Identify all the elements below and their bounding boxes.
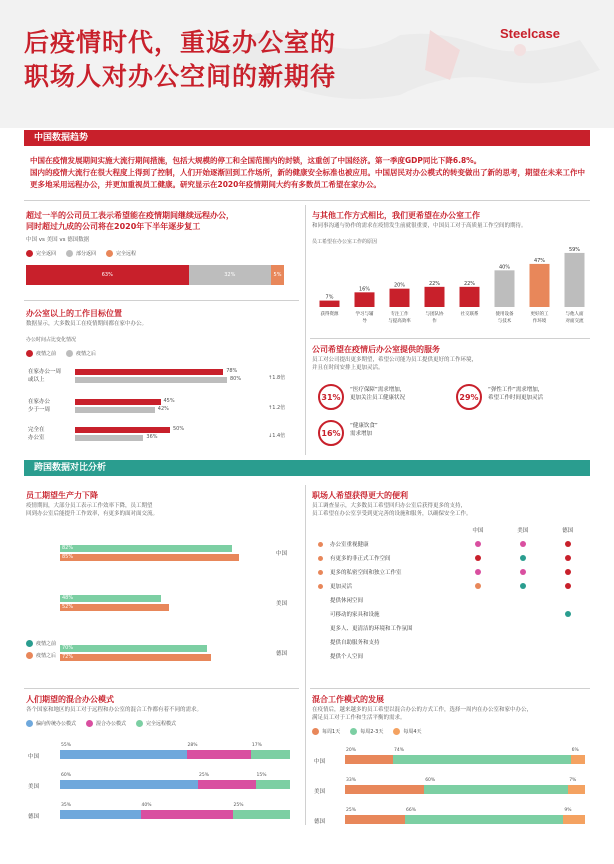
legend-item [86, 720, 126, 727]
bar-category-label: 使用设备 [495, 312, 514, 317]
stack-segment [198, 780, 256, 789]
legend-label: 每周4天 [403, 729, 422, 735]
section-title-compare: 跨国数据对比分析 [34, 463, 107, 473]
segment-value-label: 20% [346, 748, 357, 753]
group-label: 办公室 [28, 435, 45, 441]
bar-after [75, 435, 143, 441]
table-cell [456, 555, 501, 561]
bar-value-label: 42% [157, 406, 169, 412]
stack-segment [345, 815, 405, 824]
bar-category-label: 与团队协 [425, 312, 444, 317]
panel-h-sub2: 满足员工对于工作和生活平衡的需求。 [312, 715, 406, 721]
stat-circle: 16% [318, 420, 344, 446]
bar-value-label: 59% [568, 246, 581, 253]
legend-label: 疫情之后 [76, 351, 97, 357]
row-label: 可移动的家具和设施 [330, 612, 380, 618]
legend-item [350, 728, 383, 735]
table-row [320, 636, 590, 648]
title-line-2: 职场人对办公空间的新期待 [24, 62, 337, 91]
panel-g-legend [26, 720, 176, 727]
table-row [320, 650, 590, 662]
bar-after [60, 554, 239, 561]
row-label: 美国 [314, 789, 326, 795]
hero-banner [0, 0, 614, 128]
stat-text [350, 386, 405, 402]
panel-c-sub2: 办公时间占比变化情况 [26, 337, 77, 343]
legend-item [66, 350, 96, 357]
panel-b-sub: 和同事沟通与协作的需求在疫情发生前就很重要，中国员工对于高质量工作空间的期待。 [312, 223, 527, 229]
divider [24, 688, 299, 689]
bar-value-label: 45% [163, 398, 175, 404]
stack-segment [563, 815, 585, 824]
mark-dot [565, 569, 571, 575]
legend-item [26, 652, 56, 659]
stack-segment [405, 815, 563, 824]
table-cell [456, 541, 501, 547]
legend-item [26, 250, 56, 257]
group-label: 少于一周 [28, 407, 51, 413]
bar-before [60, 595, 161, 602]
bar-value-label: 80% [230, 376, 242, 382]
row-label: 德国 [28, 814, 40, 820]
bar-category-label: 与他人面 [565, 312, 584, 317]
bar-value-label: 82% [62, 545, 74, 551]
panel-f-header-row [320, 524, 590, 536]
mark-dot [565, 583, 571, 589]
row-label: 中国 [314, 759, 326, 765]
segment-value-label: 60% [61, 773, 72, 778]
stat-circle: 29% [456, 384, 482, 410]
table-cell [500, 569, 545, 575]
stat-text-line: 希望工作时间更加灵活 [488, 395, 544, 401]
bar-value-label: 72% [62, 654, 74, 660]
bar-after [60, 654, 211, 661]
stat-text [350, 422, 378, 438]
bar-category-label: 导 [362, 319, 367, 324]
page-title [24, 26, 336, 94]
row-label: 提供自助服务和支持 [330, 640, 380, 646]
legend-label: 完全远程 [116, 251, 137, 257]
stack-segment [60, 780, 198, 789]
legend-item [66, 250, 96, 257]
stat-text-line: 需求增加 [350, 431, 373, 437]
bar [530, 264, 550, 307]
bar [390, 289, 410, 307]
legend-item [106, 250, 136, 257]
row-label: 提供个人空间 [330, 654, 364, 660]
legend-label: 每周2-3天 [360, 729, 384, 735]
row-label: 更加灵活 [330, 584, 353, 590]
group-label: 在家办公一周 [28, 369, 62, 375]
row-bullet [318, 626, 323, 631]
stack-segment [60, 750, 187, 759]
row-label: 更多人、更清洁的环境和工作氛围 [330, 626, 413, 632]
panel-e-title: 员工期望生产力下降 [26, 491, 98, 500]
bar-category-label: 对面交流 [565, 319, 584, 324]
panel-a-title [26, 210, 296, 232]
bar-value-label: 85% [62, 554, 74, 560]
table-row [320, 566, 590, 578]
bar-after [60, 604, 169, 611]
legend-item [26, 720, 76, 727]
segment-value-label: 6% [571, 748, 579, 753]
stat-circle: 31% [318, 384, 344, 410]
bar [425, 287, 445, 307]
bar-category-label: 专注工作 [390, 312, 409, 317]
table-cell [545, 541, 590, 547]
row-label: 美国 [28, 784, 40, 790]
stack-segment [141, 810, 233, 819]
panel-f-sub1: 员工调查显示，大多数员工希望回归办公室后获得更多的支持， [312, 503, 467, 509]
segment-value-label: 9% [564, 808, 572, 813]
stack-segment [424, 785, 568, 794]
bar-value-label: 52% [62, 604, 74, 610]
panel-g-sub: 各个国家和地区的员工对于远程和办公室的混合工作都有着不同的需求。 [26, 707, 203, 713]
legend-item [136, 720, 176, 727]
panel-a-title-2: 同时超过九成的公司将在2020年下半年逐步复工 [26, 222, 201, 231]
segment-value-label: 40% [141, 803, 152, 808]
bar-value-label: 40% [498, 264, 511, 271]
legend-item [26, 350, 56, 357]
segment-value-label: 25% [346, 808, 357, 813]
mark-dot [565, 611, 571, 617]
bar-value-label: 47% [533, 257, 546, 264]
panel-c-title: 办公室以上的工作目标位置 [26, 309, 122, 318]
bar-before [75, 427, 170, 433]
table-cell [545, 555, 590, 561]
mark-dot [565, 541, 571, 547]
bar [565, 253, 585, 307]
stack-segment: 63% [26, 265, 189, 285]
stack-segment [393, 755, 571, 764]
row-bullet [318, 654, 323, 659]
bar-category-label: 获得资源 [320, 312, 339, 317]
segment-value-label: 55% [61, 743, 72, 748]
bar [355, 292, 375, 307]
stack-segment [568, 785, 585, 794]
bar-value-label: 16% [358, 286, 371, 293]
group-label: 完全在 [28, 427, 45, 433]
bar [460, 287, 480, 307]
legend-item [393, 728, 421, 735]
panel-e-sub1: 疫情期间，大部分员工表示工作效率下降，员工期望 [26, 503, 153, 509]
segment-value-label: 60% [425, 778, 436, 783]
stack-segment [187, 750, 251, 759]
legend-label: 疫情之前 [36, 641, 57, 647]
vertical-divider [305, 205, 306, 455]
bar [495, 270, 515, 307]
table-cell [545, 611, 590, 617]
panel-c-legend [26, 350, 96, 357]
vertical-divider [305, 485, 306, 825]
bar-value-label: 48% [62, 595, 74, 601]
legend-label: 偏向传统办公模式 [36, 721, 77, 727]
segment-value-label: 17% [251, 743, 262, 748]
stack-segment [60, 810, 141, 819]
panel-h-legend [312, 728, 422, 735]
legend-label: 疫情之后 [36, 653, 57, 659]
panel-e-legend [26, 640, 56, 659]
title-line-1: 后疫情时代，重返办公室的 [24, 28, 337, 57]
bar [320, 301, 340, 307]
legend-label: 每周1天 [322, 729, 341, 735]
mark-dot [475, 569, 481, 575]
ratio-note: ↑1.2倍 [268, 405, 286, 411]
panel-b-title: 与其他工作方式相比，我们更希望在办公室工作 [312, 211, 480, 220]
bar-value-label: 22% [428, 280, 441, 287]
segment-value-label: 66% [406, 808, 417, 813]
ratio-note: ↓1.4倍 [268, 433, 286, 439]
table-row [320, 552, 590, 564]
intro-line: 更多地采用远程办公，并更加重视员工健康。研究显示在2020年疫情期间大约有多数员工希望在家办公。 [30, 180, 381, 189]
segment-value-label: 35% [61, 803, 72, 808]
intro-line: 国内的疫情大流行在很大程度上得到了控制，人们开始逐渐回到工作场所，新的健康安全标准也被应用。中国居民对办公模式的转变做出了新的思考，期望在未来工作中 [30, 168, 585, 177]
table-row [320, 608, 590, 620]
column-header: 中国 [472, 528, 484, 534]
bar-value-label: 50% [173, 426, 185, 432]
row-bullet [318, 640, 323, 645]
panel-c-sub: 数据显示，大多数员工在疫情期间都在家中办公。 [26, 321, 148, 327]
mark-dot [475, 583, 481, 589]
table-row [320, 594, 590, 606]
row-label: 德国 [314, 819, 326, 825]
bar-category-label: 作 [432, 319, 437, 324]
legend-item [26, 640, 56, 647]
panel-f-title: 职场人希望获得更大的便利 [312, 491, 408, 500]
mark-dot [520, 555, 526, 561]
panel-b-axis-title: 员工希望在办公室工作的原因 [312, 239, 378, 245]
bar-category-label: 学习与辅 [355, 312, 374, 317]
section-bar-china [24, 130, 590, 146]
ratio-note: ↑1.8倍 [268, 375, 286, 381]
stat-text-line: “健康饮食” [350, 423, 378, 429]
bar-value-label: 22% [463, 280, 476, 287]
group-label: 在家办公 [28, 399, 51, 405]
segment-value-label: 25% [233, 803, 244, 808]
panel-d-sub: 员工对公司提出更多期望，希望公司能为员工提供更好的工作环境， [312, 357, 478, 363]
table-cell [500, 541, 545, 547]
bar-category-label: 社交联系 [460, 312, 479, 317]
row-bullet [318, 570, 323, 575]
stack-segment [345, 785, 424, 794]
bar-before [75, 399, 161, 405]
group-label: 或以上 [28, 377, 45, 383]
bar-before [75, 369, 223, 375]
bar-value-label: 7% [325, 294, 334, 301]
bar-before [60, 645, 207, 652]
segment-value-label: 15% [256, 773, 267, 778]
bar-value-label: 20% [393, 282, 406, 289]
legend-label: 完全返回 [36, 251, 57, 257]
segment-value-label: 28% [187, 743, 198, 748]
divider [310, 338, 590, 339]
table-cell [545, 569, 590, 575]
mark-dot [520, 541, 526, 547]
mark-dot [475, 555, 481, 561]
bar-category-label: 作环境 [532, 319, 547, 324]
legend-label: 完全远程模式 [146, 721, 177, 727]
segment-value-label: 7% [569, 778, 577, 783]
panel-d-title: 公司希望在疫情后办公室提供的服务 [312, 345, 440, 354]
row-bullet [318, 556, 323, 561]
stack-segment: 32% [189, 265, 272, 285]
intro-line: 中国在疫情发展期间实施大流行期间措施，包括大规模的停工和全国范围内的封锁，这重创了中国经济。第一季度GDP同比下降6.8%。 [30, 156, 482, 165]
table-cell [456, 569, 501, 575]
row-label: 德国 [276, 651, 288, 657]
segment-value-label: 33% [346, 778, 357, 783]
row-bullet [318, 612, 323, 617]
legend-label: 疫情之前 [36, 351, 57, 357]
panel-a-legend [26, 250, 136, 257]
bar-after [75, 407, 155, 413]
bar-value-label: 78% [226, 368, 238, 374]
brand-logo: Steelcase [500, 26, 560, 41]
column-header: 美国 [517, 528, 529, 534]
table-cell [500, 583, 545, 589]
row-label: 中国 [276, 551, 288, 557]
legend-item [312, 728, 340, 735]
column-header: 德国 [562, 528, 574, 534]
panel-h-sub1: 在疫情后，越来越多的员工希望以混合办公的方式工作，选择一周内在办公室和家中办公， [312, 707, 533, 713]
row-label: 更多的私密空间和独立工作室 [330, 570, 402, 576]
bar-category-label: 与提高效率 [388, 319, 411, 324]
row-bullet [318, 598, 323, 603]
panel-a-title-1: 超过一半的公司员工表示希望能在疫情期间继续远程办公， [26, 211, 234, 220]
row-bullet [318, 584, 323, 589]
bar-value-label: 36% [146, 434, 158, 440]
section-bar-compare [24, 460, 590, 476]
stat-text [488, 386, 543, 402]
panel-a-stacked-bar [26, 265, 284, 285]
row-label: 办公室重视健康 [330, 542, 369, 548]
stack-segment [233, 810, 291, 819]
table-row [320, 622, 590, 634]
segment-value-label: 74% [394, 748, 405, 753]
panel-f-sub2: 员工希望在办公室享受到更完善的设施和服务，以确保安全工作。 [312, 511, 472, 517]
panel-h-title: 混合工作模式的发展 [312, 695, 384, 704]
panel-a-sub: 中国 vs 美国 vs 德国数据 [26, 237, 90, 243]
table-cell [456, 583, 501, 589]
section-title-china: 中国数据趋势 [34, 133, 89, 143]
mark-dot [475, 541, 481, 547]
bar-category-label: 更好的工 [530, 312, 549, 317]
panel-e-sub2: 回到办公室后能提升工作效率，有更多的面对面交流。 [26, 511, 159, 517]
stat-text-line: “医疗保障”需求增加， [350, 387, 406, 393]
table-cell [500, 555, 545, 561]
stack-segment [345, 755, 393, 764]
bar-before [60, 545, 232, 552]
bar-after [75, 377, 227, 383]
panel-b-bar-chart [312, 245, 592, 330]
stat-text-line: 更加关注员工健康状况 [350, 395, 406, 401]
stack-segment [251, 750, 290, 759]
row-label: 提供休闲空间 [330, 598, 364, 604]
stack-segment [256, 780, 291, 789]
mark-dot [520, 583, 526, 589]
legend-label: 部分返回 [76, 251, 97, 257]
bar-category-label: 与技术 [497, 319, 512, 324]
stack-segment [571, 755, 585, 764]
divider [310, 688, 590, 689]
table-row [320, 538, 590, 550]
intro-paragraph [30, 155, 590, 191]
mark-dot [520, 569, 526, 575]
panel-g-title: 人们期望的混合办公模式 [26, 695, 114, 704]
panel-d-sub2: 并且在时间安排上更加灵活。 [312, 365, 384, 371]
segment-value-label: 25% [199, 773, 210, 778]
bar-value-label: 70% [62, 645, 74, 651]
row-bullet [318, 542, 323, 547]
row-label: 中国 [28, 754, 40, 760]
row-label: 美国 [276, 601, 288, 607]
stat-text-line: “弹性工作”需求增加， [488, 387, 544, 393]
row-label: 有更多的非正式工作空间 [330, 556, 391, 562]
divider [24, 200, 590, 201]
stack-segment: 5% [271, 265, 284, 285]
legend-label: 混合办公模式 [96, 721, 127, 727]
table-cell [545, 583, 590, 589]
table-row [320, 580, 590, 592]
divider [24, 300, 299, 301]
mark-dot [565, 555, 571, 561]
